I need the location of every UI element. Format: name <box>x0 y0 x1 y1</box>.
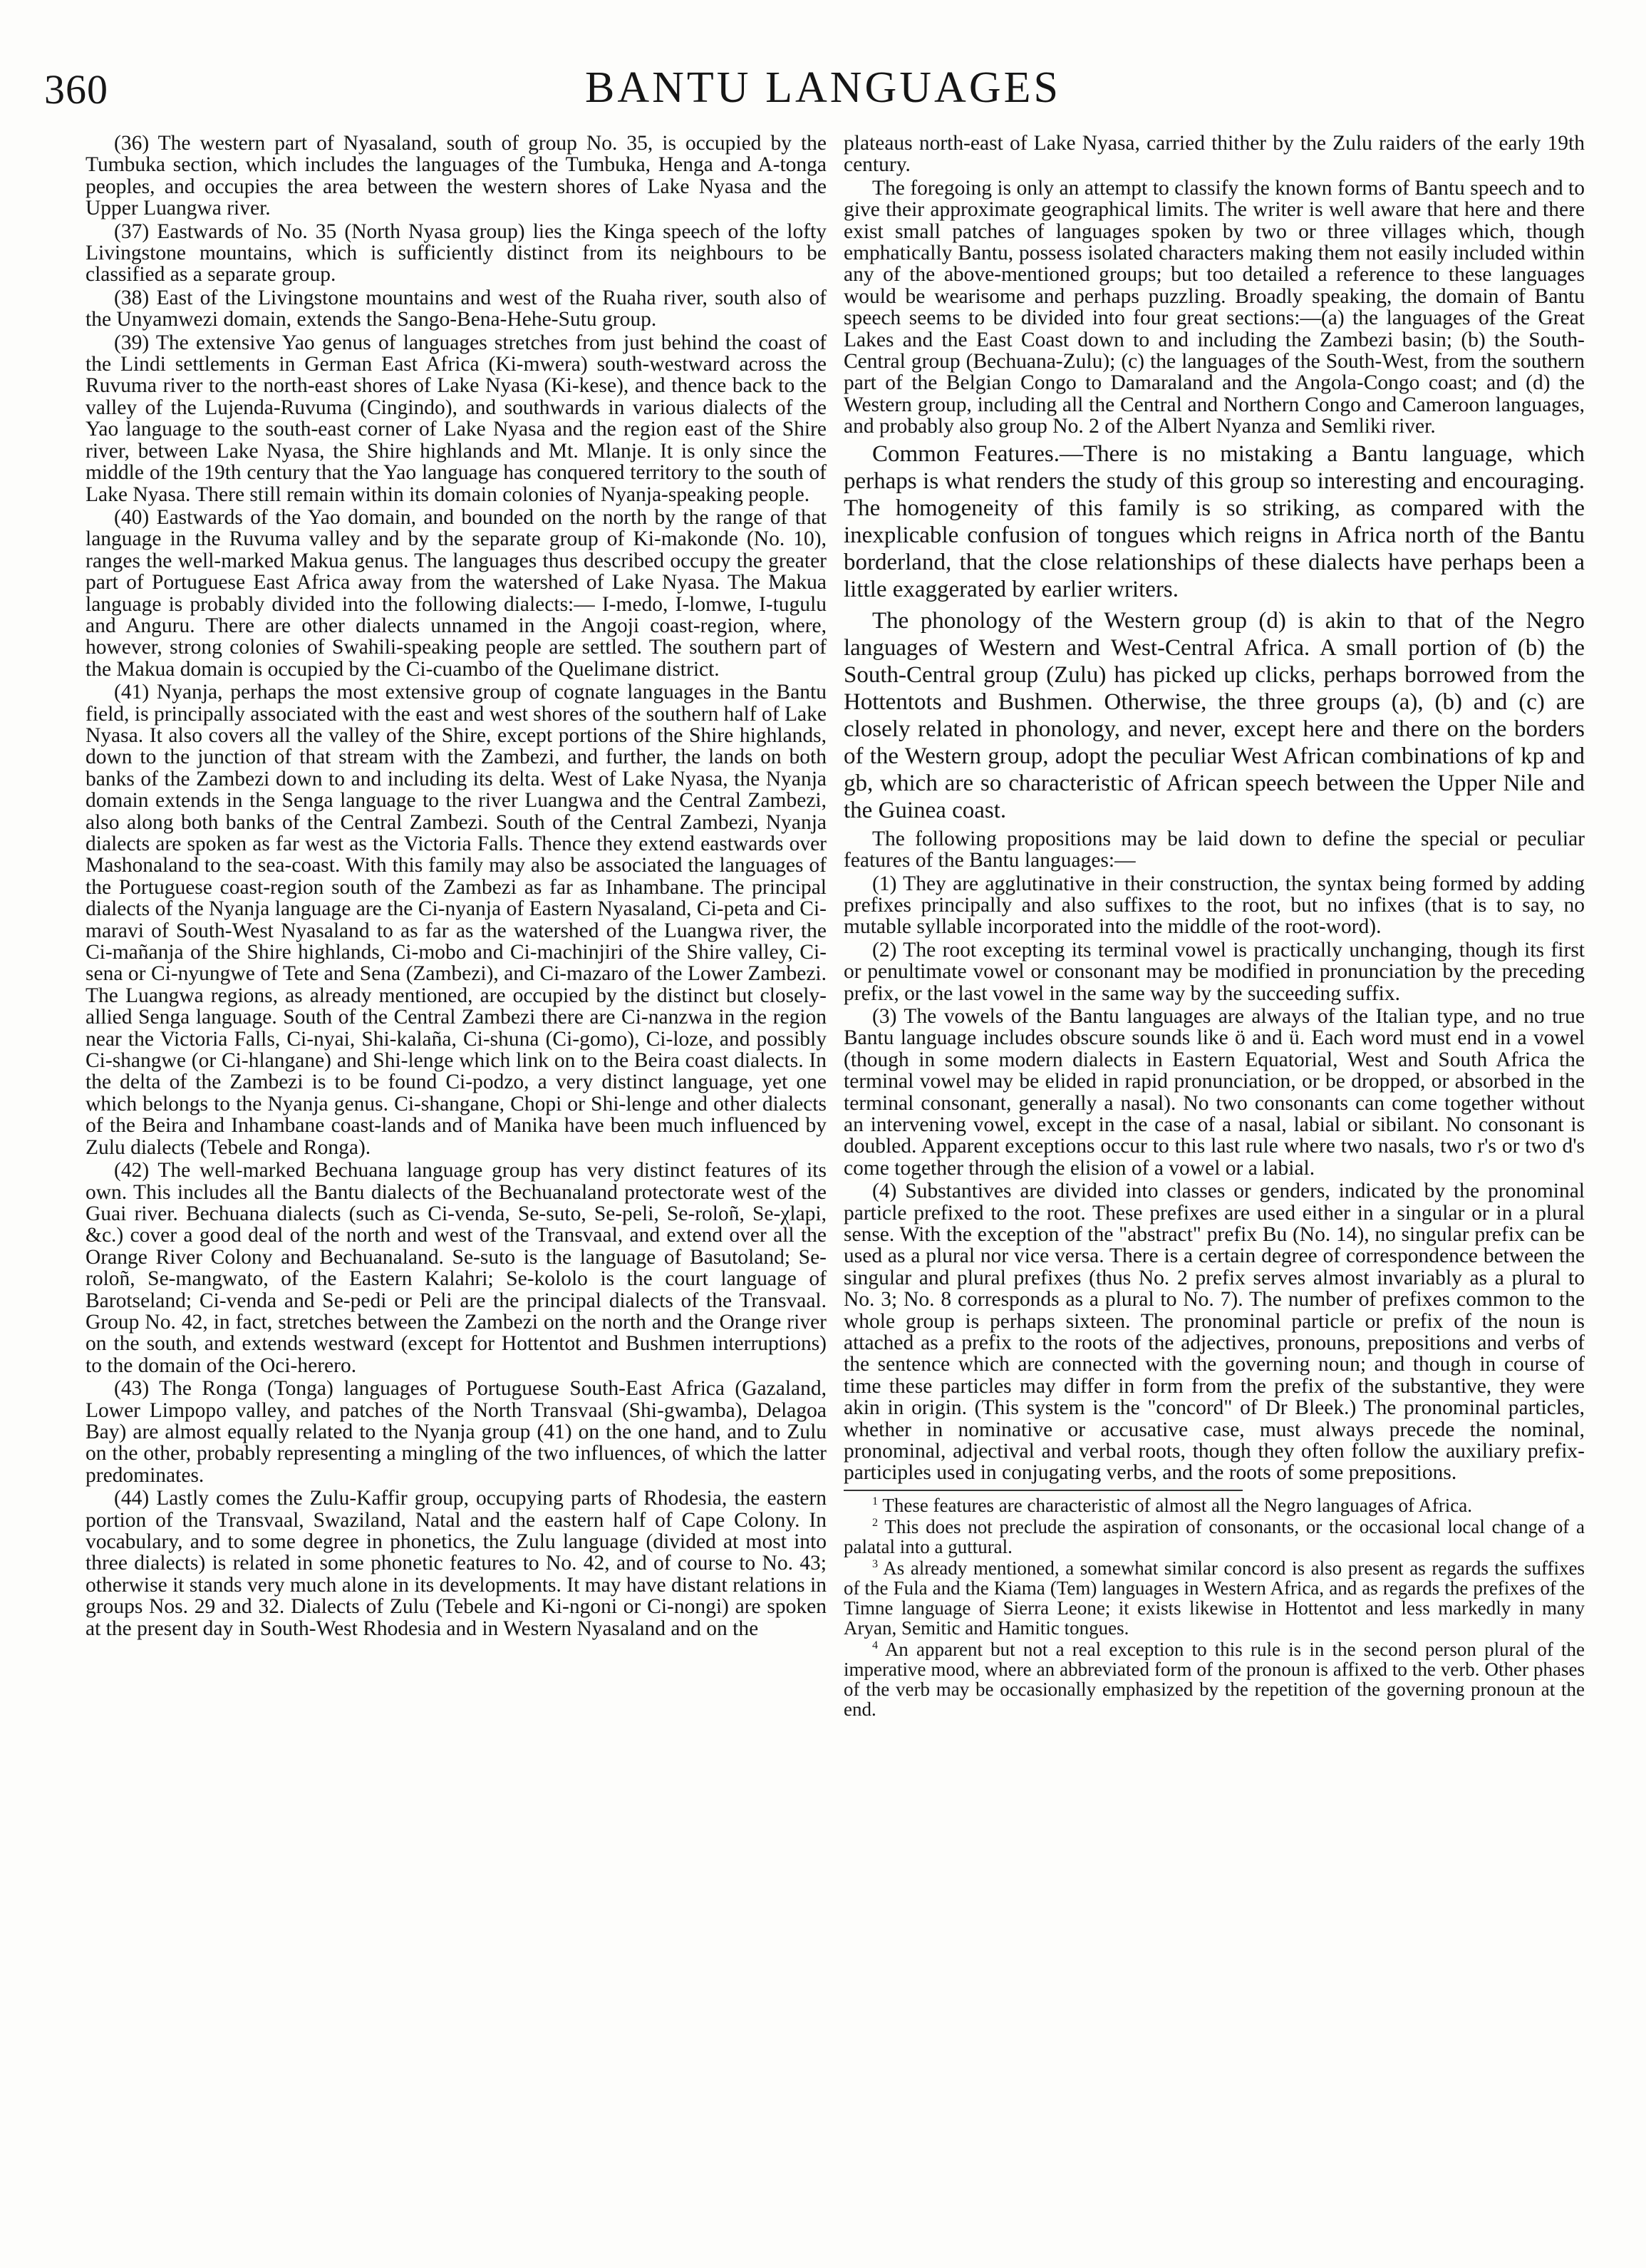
footnote-rule <box>844 1490 1243 1491</box>
paragraph-44-continued: plateaus north-east of Lake Nyasa, carried thither by the Zulu raiders of the early 19th century. <box>844 132 1585 177</box>
paragraph-44: (44) Lastly comes the Zulu-Kaffir group, occupying parts of Rhodesia, the eastern portion of the Transvaal, Swaziland, Natal and the eastern half of Cape Colony. In vocabulary, and to some degree in phonetics, the Zulu language (divided at most into three dialects) is related in some phonetic features to No. 42, and of course to No. 43; otherwise it stands very much alone in its developments. It may have distant relations in groups Nos. 29 and 32. Dialects of Zulu (Tebele and Ki-ngoni or Ci-nongi) are spoken at the present day in South-West Rhodesia and in Western Nyasaland and on the <box>86 1487 827 1640</box>
paragraph-37: (37) Eastwards of No. 35 (North Nyasa group) lies the Kinga speech of the lofty Livingstone mountains, which is sufficiently distinct from its neighbours to be classified as a separate group. <box>86 220 827 287</box>
paragraph-41: (41) Nyanja, perhaps the most extensive group of cognate languages in the Bantu field, is principally associated with the east and west shores of the southern half of Lake Nyasa. It also covers all the valley of the Shire, except portions of the Shire highlands, down to the junction of that stream with the Zambezi, and further, the lands on both banks of the Zambezi down to and including its delta. West of Lake Nyasa, the Nyanja domain extends in the Senga language to the river Luangwa and the Central Zambezi, also along both banks of the Central Zambezi. South of the Central Zambezi, Nyanja dialects are spoken as far west as the Victoria Falls. Thence they extend eastwards over Mashonaland to the sea-coast. With this family may also be associated the languages of the Portuguese coast-region south of the Zambezi as far as Inhambane. The principal dialects of the Nyanja language are the Ci-nyanja of Eastern Nyasaland, Ci-peta and Ci-maravi of South-West Nyasaland to as far as the watershed of the Luangwa river, the Ci-mañanja of the Shire highlands, Ci-mobo and Ci-machinjiri of the Shire valley, Ci-sena or Ci-nyungwe of Tete and Sena (Zambezi), and Ci-mazaro of the Lower Zambezi. The Luangwa regions, as already mentioned, are occupied by the distinct but closely-allied Senga language. South of the Central Zambezi there are Ci-nanzwa in the region near the Victoria Falls, Ci-nyai, Shi-kalaña, Ci-shuna (Ci-gomo), Ci-loze, and possibly Ci-shangwe (or Ci-hlangane) and Shi-lenge which link on to the Beira coast dialects. In the delta of the Zambezi is to be found Ci-podzo, a very distinct language, yet one which belongs to the Nyanja genus. Ci-shangane, Chopi or Shi-lenge and other dialects of the Beira and Inhambane coast-lands and of Manika have been much influenced by Zulu dialects (Tebele and Ronga). <box>86 681 827 1159</box>
left-column <box>86 133 827 1641</box>
footnote-4: $^4$ An apparent but not a real exception to this rule is in the second person plural of the imperative mood, where an abbreviated form of the pronoun is affixed to the verb. Other phases of the verb may be occasionally emphasized by the repetition of the governing pronoun at the end. <box>844 1638 1585 1720</box>
proposition-3: (3) The vowels of the Bantu languages are always of the Italian type, and no true Bantu language includes obscure sounds like ö and ü. Each word must end in a vowel (though in some modern dialects in Eastern Equatorial, West and South Africa the terminal vowel may be elided in rapid pronunciation, or be dropped, or absorbed in the terminal consonant, generally a nasal). No two consonants can come together without an intervening vowel, except in the case of a nasal, labial or sibilant. No consonant is doubled. Apparent exceptions occur to this last rule where two nasals, two r's or two d's come together through the elision of a vowel or a labial. <box>844 1004 1585 1180</box>
footnote-1: $^1$ These features are characteristic of almost all the Negro languages of Africa. <box>872 1494 1472 1516</box>
paragraph-36: (36) The western part of Nyasaland, south of group No. 35, is occupied by the Tumbuka section, which includes the languages of the Tumbuka, Henga and A-tonga peoples, and occupies the area between the western shores of Lake Nyasa and the Upper Luangwa river. <box>86 132 827 220</box>
paragraph-38: (38) East of the Livingstone mountains and west of the Ruaha river, south also of the Unyamwezi domain, extends the Sango-Bena-Hehe-Sutu group. <box>86 286 827 331</box>
page-number: 360 <box>44 66 108 113</box>
paragraph-common-features: Common Features.—There is no mistaking a Bantu language, which perhaps is what renders the study of this group so interesting and encouraging. The homogeneity of this family is so striking, as compared with the inexplicable confusion of tongues which reigns in Africa north of the Bantu borderland, that the close relationships of these dialects have perhaps been a little exaggerated by earlier writers. <box>844 440 1585 602</box>
proposition-4: (4) Substantives are divided into classes or genders, indicated by the pronominal particle prefixed to the root. These prefixes are used either in a singular or in a plural sense. With the exception of the "abstract" prefix Bu (No. 14), no singular prefix can be used as a plural nor vice versa. There is a certain degree of correspondence between the singular and plural prefixes (thus No. 2 prefix serves almost invariably as a plural to No. 3; No. 8 corresponds as a plural to No. 7). The number of prefixes common to the whole group is perhaps sixteen. The pronominal particle or prefix of the noun is attached as a prefix to the roots of the adjectives, pronouns, prepositions and verbs of the sentence which are connected with the governing noun; and though in course of time these particles may differ in form from the prefix of the substantive, they were akin in origin. (This system is the "concord" of Dr Bleek.) The pronominal particles, whether in nominative or accusative case, must always precede the nominal, pronominal, adjectival and verbal roots, though they often follow the auxiliary prefix-participles used in conjugating verbs, and the roots of some prepositions. <box>844 1180 1585 1485</box>
paragraph-propositions: The following propositions may be laid down to define the special or peculiar features of the Bantu languages:— <box>844 827 1585 872</box>
paragraph-39: (39) The extensive Yao genus of languages stretches from just behind the coast of the Lindi settlements in German East Africa (Ki-mwera) south-westward across the Ruvuma river to the north-east shores of Lake Nyasa (Ki-kese), and thence back to the valley of the Lujenda-Ruvuma (Cingindo), and southwards in various dialects of the Yao language to the south-east corner of Lake Nyasa and the region east of the Shire river, between Lake Nyasa, the Shire highlands and Mt. Mlanje. It is only since the middle of the 19th century that the Yao language has conquered territory to the south of Lake Nyasa. There still remain within its domain colonies of Nyanja-speaking people. <box>86 331 827 506</box>
footnote-2: $^2$ This does not preclude the aspiration of consonants, or the occasional local change of a palatal into a guttural. <box>844 1515 1585 1557</box>
right-column <box>844 133 1585 1721</box>
paragraph-phonology: The phonology of the Western group (d) is akin to that of the Negro languages of Western and West-Central Africa. A small portion of (b) the South-Central group (Zulu) has picked up clicks, perhaps borrowed from the Hottentots and Bushmen. Otherwise, the three groups (a), (b) and (c) are closely related in phonology, and never, except here and there on the borders of the Western group, adopt the peculiar West African combinations of kp and gb, which are so characteristic of African speech between the Upper Nile and the Guinea coast. <box>844 607 1585 823</box>
running-title: BANTU LANGUAGES <box>585 63 1061 112</box>
paragraph-42: (42) The well-marked Bechuana language group has very distinct features of its own. This includes all the Bantu dialects of the Bechuanaland protectorate west of the Guai river. Bechuana dialects (such as Ci-venda, Se-suto, Se-peli, Se-roloñ, Se-χlapi, &c.) cover a good deal of the north and west of the Transvaal, and extend over all the Orange River Colony and Bechuanaland. Se-suto is the language of Basutoland; Se-roloñ, Se-mangwato, of the Eastern Kalahri; Se-kololo is the court language of Barotseland; Ci-venda and Se-pedi or Peli are the principal dialects of the Transvaal. Group No. 42, in fact, stretches between the Zambezi on the north and the Orange river on the south, and extends westward (except for Hottentot and Bushmen interruptions) to the domain of the Oci-herero. <box>86 1159 827 1377</box>
paragraph-foregoing: The foregoing is only an attempt to classify the known forms of Bantu speech and to give their approximate geographical limits. The writer is well aware that here and there exist small patches of languages spoken by two or three villages which, though emphatically Bantu, possess isolated characters making them not easily included within any of the above-mentioned groups; but too detailed a reference to these languages would be wearisome and perhaps puzzling. Broadly speaking, the domain of Bantu speech seems to be divided into four great sections:—(a) the languages of the Great Lakes and the East Coast down to and including the Zambezi basin; (b) the South-Central group (Bechuana-Zulu); (c) the languages of the South-West, from the southern part of the Belgian Congo to Damaraland and the Angola-Congo coast; and (d) the Western group, including all the Central and Northern Congo and Cameroon languages, and probably also group No. 2 of the Albert Nyanza and Semliki river. <box>844 176 1585 438</box>
footnote-3: $^3$ As already mentioned, a somewhat similar concord is also present as regards the suffixes of the Fula and the Kiama (Tem) languages in Western Africa, and as regards the prefixes of the Timne language of Sierra Leone; it exists likewise in Hottentot and less markedly in many Aryan, Semitic and Hamitic tongues. <box>844 1557 1585 1639</box>
page-header <box>0 0 1646 121</box>
paragraph-43: (43) The Ronga (Tonga) languages of Portuguese South-East Africa (Gazaland, Lower Limpopo valley, and patches of the North Transvaal (Shi-gwamba), Delagoa Bay) are almost equally related to the Nyanja group (41) on the one hand, and to Zulu on the other, probably representing a mingling of the two influences, of which the latter predominates. <box>86 1377 827 1487</box>
paragraph-40: (40) Eastwards of the Yao domain, and bounded on the north by the range of that language in the Ruvuma valley and by the separate group of Ki-makonde (No. 10), ranges the well-marked Makua genus. The languages thus described occupy the greater part of Portuguese East Africa away from the watershed of Lake Nyasa. The Makua language is probably divided into the following dialects:— I-medo, I-lomwe, I-tugulu and Anguru. There are other dialects unnamed in the Angoji coast-region, where, however, strong colonies of Swahili-speaking people are settled. The southern part of the Makua domain is occupied by the Ci-cuambo of the Quelimane district. <box>86 505 827 681</box>
proposition-1: (1) They are agglutinative in their construction, the syntax being formed by adding prefixes principally and also suffixes to the root, but no infixes (that is to say, no mutable syllable incorporated into the middle of the root-word). <box>844 872 1585 939</box>
proposition-2: (2) The root excepting its terminal vowel is practically unchanging, though its first or penultimate vowel or consonant may be modified in pronunciation by the preceding prefix, or the last vowel in the same way by the succeeding suffix. <box>844 938 1585 1005</box>
